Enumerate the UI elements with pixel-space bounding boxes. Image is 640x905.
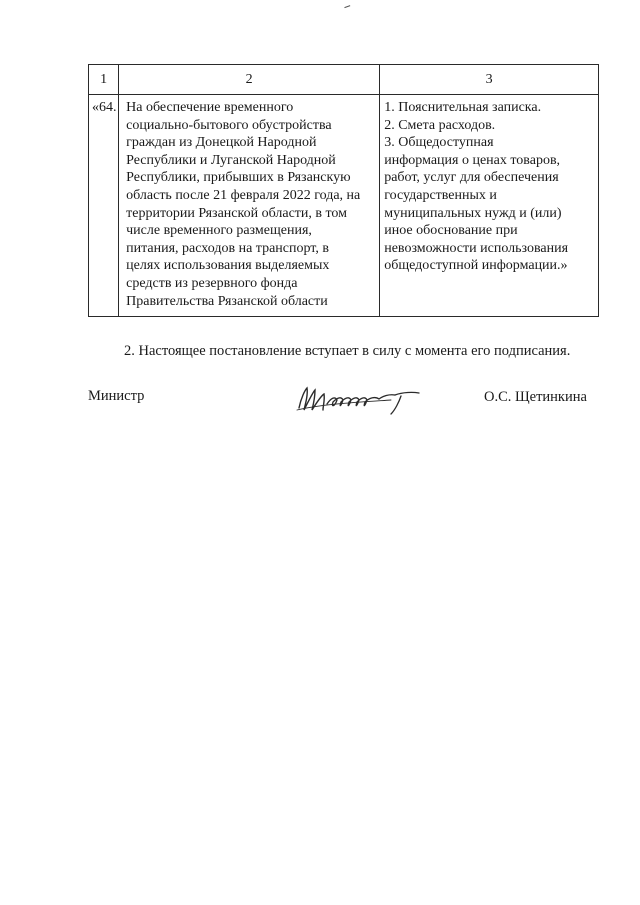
description-line: социально-бытового обустройства (126, 117, 332, 133)
header-col-3: 3 (380, 65, 599, 95)
documents-line: 1. Пояснительная записка. (384, 100, 542, 115)
signer-name: О.С. Щетинкина (484, 389, 587, 405)
effective-date-paragraph: 2. Настоящее постановление вступает в силу с момента его подписания. (124, 343, 571, 359)
description-line: Правительства Рязанской области (126, 293, 328, 309)
description-line: Республики, прибывших в Рязанскую (126, 170, 351, 186)
documents-line: муниципальных нужд и (или) (384, 205, 562, 221)
documents-line: 3. Общедоступная (384, 135, 494, 151)
documents-line: общедоступной информации.» (384, 258, 568, 274)
description-line: территории Рязанской области, в том (126, 205, 348, 221)
description-line: Республики и Луганской Народной (126, 152, 336, 168)
description-line: средств из резервного фонда (126, 275, 298, 291)
header-col-1: 1 (89, 65, 119, 95)
table-row (89, 95, 599, 317)
documents-line: иное обоснование при (384, 223, 518, 239)
row-description (119, 95, 380, 317)
description-line: область после 21 февраля 2022 года, на (126, 187, 361, 203)
description-line: числе временного размещения, (126, 223, 312, 239)
table-header-row (89, 65, 599, 95)
description-line: питания, расходов на транспорт, в (126, 240, 329, 256)
handwritten-signature (291, 380, 431, 420)
documents-line: 2. Смета расходов. (384, 117, 496, 133)
row-number: «64. (89, 95, 119, 317)
description-line: граждан из Донецкой Народной (126, 135, 317, 151)
appendix-table (88, 64, 599, 317)
documents-line: государственных и (384, 187, 497, 203)
documents-line: работ, услуг для обеспечения (384, 170, 559, 186)
signer-position: Министр (88, 388, 145, 404)
description-line: целях использования выделяемых (126, 258, 330, 274)
header-col-2: 2 (119, 65, 380, 95)
page-mark (344, 5, 351, 12)
documents-line: информация о ценах товаров, (384, 152, 561, 168)
documents-line: невозможности использования (384, 240, 569, 256)
row-documents (380, 95, 599, 317)
description-line: На обеспечение временного (126, 100, 294, 115)
